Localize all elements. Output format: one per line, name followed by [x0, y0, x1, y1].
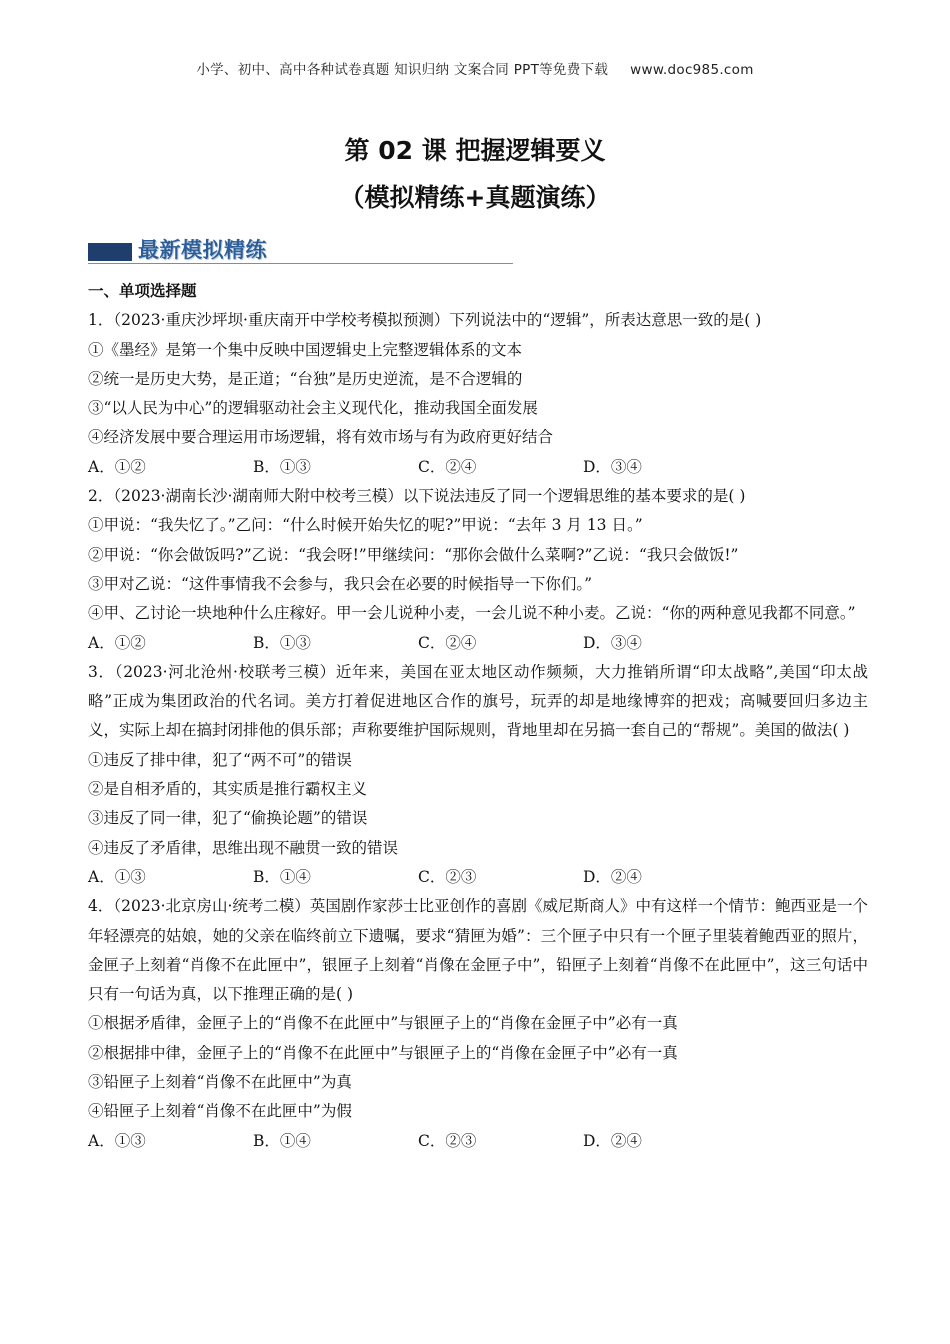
banner-rule: [88, 263, 513, 264]
question-2: [88, 482, 868, 658]
option-d: D．②④: [583, 1131, 642, 1150]
question-item: ①违反了排中律，犯了“两不可”的错误: [88, 750, 352, 769]
question-item: ②甲说：“你会做饭吗?”乙说：“我会呀!”甲继续问：“那你会做什么菜啊?”乙说：“我只会做饭!”: [88, 545, 739, 564]
option-c: C．②③: [418, 1131, 477, 1150]
option-d: D．②④: [583, 867, 642, 886]
question-1: [88, 306, 868, 482]
option-a: A．①②: [88, 457, 146, 476]
option-b: B．①④: [253, 1131, 311, 1150]
option-a: A．①③: [88, 1131, 146, 1150]
header-site-link[interactable]: www.doc985.com: [630, 62, 754, 78]
question-item: ③违反了同一律，犯了“偷换论题”的错误: [88, 809, 368, 828]
answer-options: [88, 863, 868, 892]
question-stem: 3．（2023·河北沧州·校联考三模）近年来，美国在亚太地区动作频频，大力推销所谓“印太战略”,美国“印太战略”正成为集团政治的代名词。美方打着促进地区合作的旗号，玩弄的却是地缘博弈的把戏；高喊要回归多边主义，实际上却在搞封闭排他的俱乐部；声称要维护国际规则，背地里却在另搞一套自己的“帮规”。美国的做法( ): [88, 662, 868, 740]
question-item: ③“以人民为中心”的逻辑驱动社会主义现代化，推动我国全面发展: [88, 399, 538, 418]
option-b: B．①③: [253, 633, 311, 652]
question-item: ①根据矛盾律，金匣子上的“肖像不在此匣中”与银匣子上的“肖像在金匣子中”必有一真: [88, 1014, 678, 1033]
question-item: ④违反了矛盾律，思维出现不融贯一致的错误: [88, 838, 399, 857]
page-header: [0, 58, 950, 78]
banner-bar: [88, 243, 132, 261]
question-item: ②统一是历史大势，是正道；“台独”是历史逆流，是不合逻辑的: [88, 369, 523, 388]
question-item: ②是自相矛盾的，其实质是推行霸权主义: [88, 780, 368, 799]
option-b: B．①④: [253, 867, 311, 886]
option-c: C．②④: [418, 633, 477, 652]
page-title: 第 02 课 把握逻辑要义: [344, 136, 606, 165]
option-d: D．③④: [583, 633, 642, 652]
section-banner: [88, 234, 513, 266]
page-subtitle: （模拟精练+真题演练）: [339, 183, 611, 212]
answer-options: [88, 1127, 868, 1156]
answer-options: [88, 453, 868, 482]
question-stem: 2．（2023·湖南长沙·湖南师大附中校考三模）以下说法违反了同一个逻辑思维的基本要求的是( ): [88, 487, 746, 506]
answer-options: [88, 629, 868, 658]
option-c: C．②④: [418, 457, 477, 476]
option-d: D．③④: [583, 457, 642, 476]
question-content: [88, 277, 868, 1156]
option-a: A．①③: [88, 867, 146, 886]
option-b: B．①③: [253, 457, 311, 476]
question-item: ②根据排中律，金匣子上的“肖像不在此匣中”与银匣子上的“肖像在金匣子中”必有一真: [88, 1043, 678, 1062]
question-item: ④甲、乙讨论一块地种什么庄稼好。甲一会儿说种小麦，一会儿说不种小麦。乙说：“你的两种意见我都不同意。”: [88, 604, 856, 623]
question-item: ④铅匣子上刻着“肖像不在此匣中”为假: [88, 1102, 352, 1121]
banner-title: 最新模拟精练: [138, 238, 267, 262]
header-text: 小学、初中、高中各种试卷真题 知识归纳 文案合同 PPT等免费下载: [196, 62, 609, 78]
question-item: ④经济发展中要合理运用市场逻辑，将有效市场与有为政府更好结合: [88, 428, 554, 447]
question-item: ①《墨经》是第一个集中反映中国逻辑史上完整逻辑体系的文本: [88, 340, 523, 359]
option-a: A．①②: [88, 633, 146, 652]
question-item: ③甲对乙说：“这件事情我不会参与，我只会在必要的时候指导一下你们。”: [88, 574, 593, 593]
option-c: C．②③: [418, 867, 477, 886]
question-item: ①甲说：“我失忆了。”乙问：“什么时候开始失忆的呢?”甲说：“去年 3 月 13 日。”: [88, 516, 643, 535]
question-4: [88, 892, 868, 1156]
question-item: ③铅匣子上刻着“肖像不在此匣中”为真: [88, 1073, 352, 1092]
question-stem: 4．（2023·北京房山·统考二模）英国剧作家莎士比亚创作的喜剧《威尼斯商人》中有这样一个情节：鲍西亚是一个年轻漂亮的姑娘，她的父亲在临终前立下遗嘱，要求“猜匣为婚”：三个匣子中只有一个匣子里装着鲍西亚的照片，金匣子上刻着“肖像不在此匣中”，银匣子上刻着“肖像在金匣子中”，铅匣子上刻着“肖像不在此匣中”，这三句话中只有一句话为真，以下推理正确的是( ): [88, 897, 868, 1004]
section-heading: 一、单项选择题: [88, 282, 197, 300]
question-3: [88, 658, 868, 892]
question-stem: 1．（2023·重庆沙坪坝·重庆南开中学校考模拟预测）下列说法中的“逻辑”，所表达意思一致的是( ): [88, 311, 762, 330]
